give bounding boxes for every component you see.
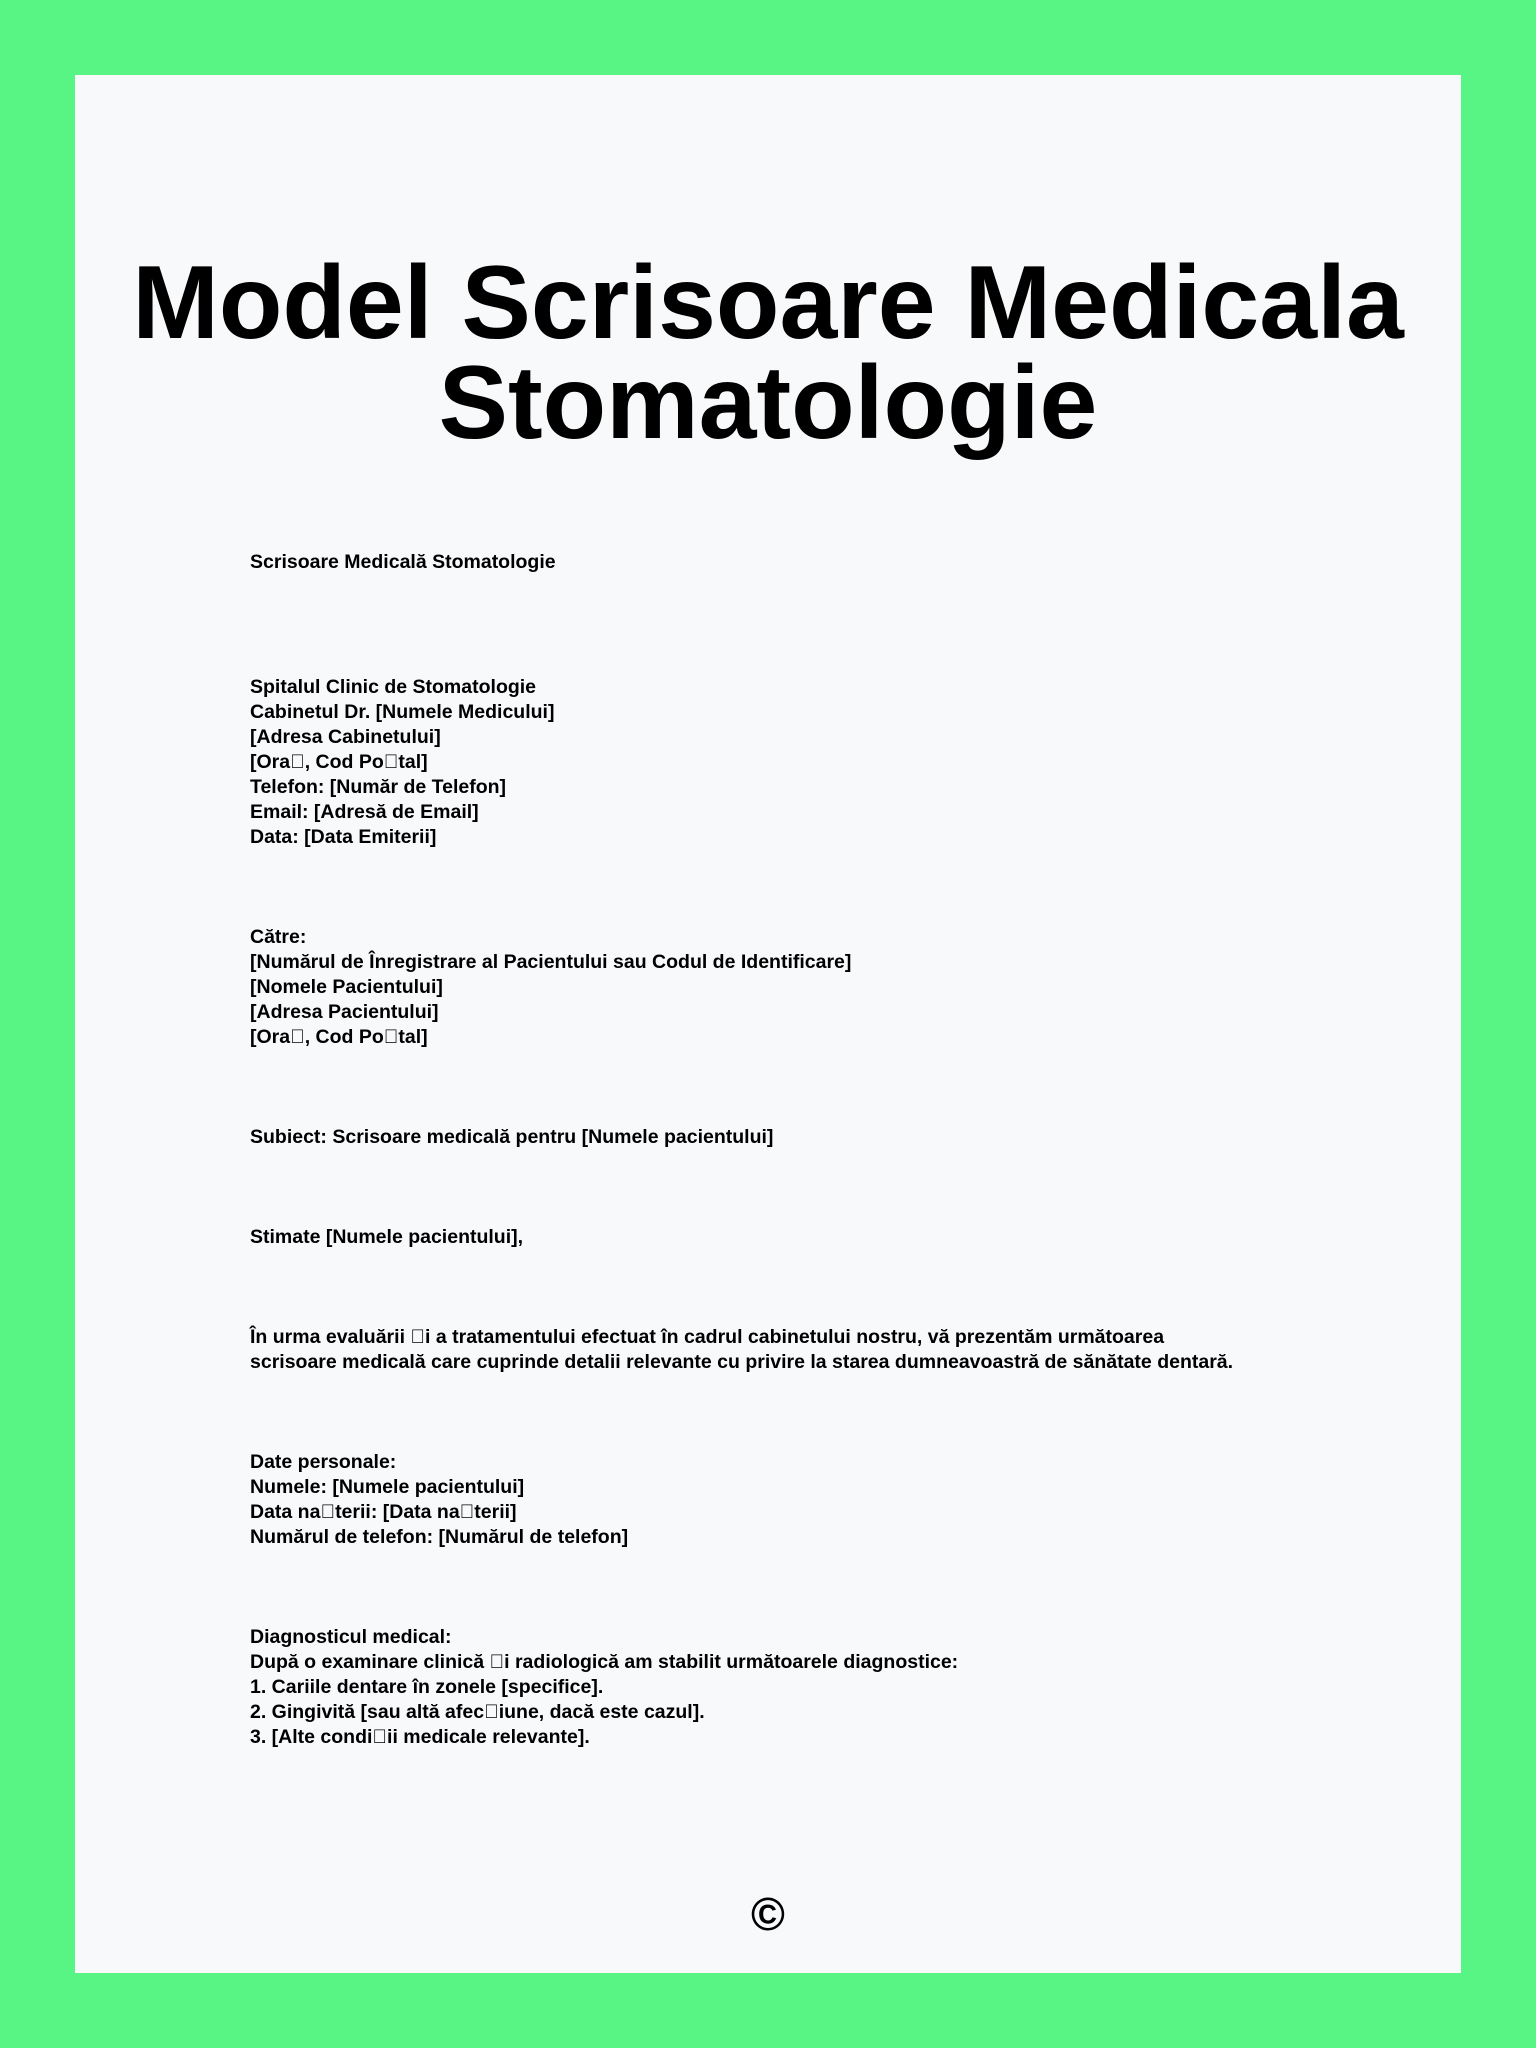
recipient-block [250, 925, 1350, 1050]
diagnosis-block [250, 1625, 1350, 1750]
copyright-symbol: © [751, 1888, 785, 1940]
intro-line-1: În urma evaluării  i a tratamentului efectuat în cadrul cabinetului nostru, vă prezentăm următoarea [250, 1326, 1165, 1348]
page-title [75, 245, 1461, 461]
greeting-block [250, 1225, 1350, 1250]
sender-block [250, 675, 1350, 850]
greeting-line: Stimate [Numele pacientului], [250, 1226, 524, 1248]
document-heading-text: Scrisoare Medicală Stomatologie [250, 551, 556, 573]
page-title-line-2: Stomatologie [438, 345, 1098, 461]
sender-phone: Telefon: [Număr de Telefon] [250, 776, 507, 798]
diagnosis-item: 2. Gingivită [sau altă afec iune, dacă este cazul]. [250, 1701, 705, 1723]
sender-address: [Adresa Cabinetului] [250, 726, 441, 748]
recipient-label: Către: [250, 926, 307, 948]
sender-hospital: Spitalul Clinic de Stomatologie [250, 676, 537, 698]
recipient-reg-number: [Numărul de Înregistrare al Pacientului sau Codul de Identificare] [250, 951, 852, 973]
personal-heading: Date personale: [250, 1451, 397, 1473]
recipient-name: [Nomele Pacientului] [250, 976, 443, 998]
intro-paragraph [250, 1325, 1350, 1375]
document-heading [250, 550, 1350, 575]
personal-phone: Numărul de telefon: [Numărul de telefon] [250, 1526, 629, 1548]
diagnosis-item: 3. [Alte condi ii medicale relevante]. [250, 1726, 590, 1748]
sender-city: [Ora , Cod Po tal] [250, 751, 428, 773]
recipient-city: [Ora , Cod Po tal] [250, 1026, 428, 1048]
sender-date: Data: [Data Emiterii] [250, 826, 437, 848]
diagnosis-intro: După o examinare clinică  i radiologică am stabilit următoarele diagnostice: [250, 1651, 959, 1673]
personal-data-block [250, 1450, 1350, 1550]
document-page [75, 75, 1461, 1973]
intro-line-2: scrisoare medicală care cuprinde detalii relevante cu privire la starea dumneavoastră de sănătate dentară. [250, 1351, 1234, 1373]
diagnosis-heading: Diagnosticul medical: [250, 1626, 452, 1648]
recipient-address: [Adresa Pacientului] [250, 1001, 439, 1023]
personal-name: Numele: [Numele pacientului] [250, 1476, 525, 1498]
personal-birth: Data na terii: [Data na terii] [250, 1501, 517, 1523]
subject-line: Subiect: Scrisoare medicală pentru [Numele pacientului] [250, 1126, 774, 1148]
page-title-line-1: Model Scrisoare Medicala [132, 245, 1404, 361]
sender-email: Email: [Adresă de Email] [250, 801, 479, 823]
subject-block [250, 1125, 1350, 1150]
diagnosis-item: 1. Cariile dentare în zonele [specifice]. [250, 1676, 604, 1698]
sender-office: Cabinetul Dr. [Numele Medicului] [250, 701, 555, 723]
